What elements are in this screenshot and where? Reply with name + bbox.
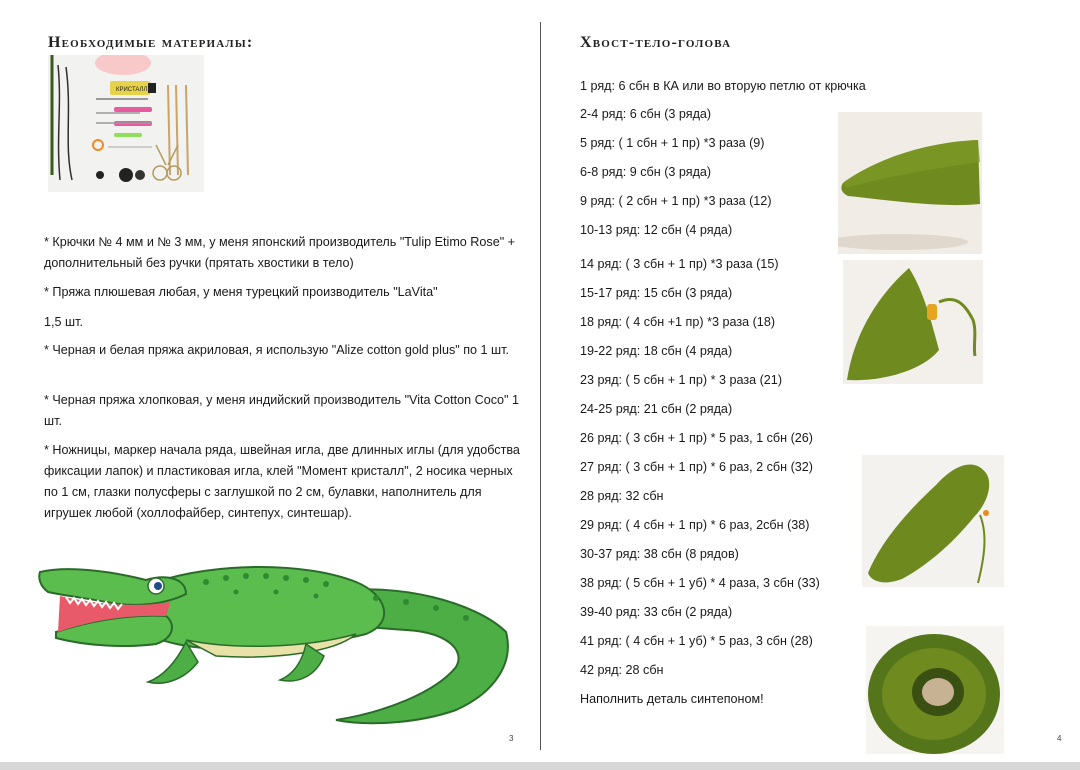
- pattern-row: 9 ряд: ( 2 сбн + 1 пр) *3 раза (12): [580, 194, 772, 208]
- tail-tip-photo: [838, 112, 982, 254]
- pattern-row: 42 ряд: 28 сбн: [580, 663, 664, 677]
- material-item: 1,5 шт.: [44, 315, 83, 329]
- material-item: * Черная пряжа хлопковая, у меня индийский производитель "Vita Cotton Coco" 1 шт.: [44, 393, 519, 428]
- body-piece-photo: [862, 455, 1004, 587]
- pattern-row: 10-13 ряд: 12 сбн (4 ряда): [580, 223, 733, 237]
- pattern-row: 15-17 ряд: 15 сбн (3 ряда): [580, 286, 733, 300]
- material-item: * Ножницы, маркер начала ряда, швейная игла, две длинных иглы (для удобства фиксации лапок) и пластиковая игла, клей "Момент кристалл", 2 носика черных по 1 см, глазки полусферы с заглушкой по 2 см, булавки, наполнитель для игрушек любой (холлофайбер, синтепух, синтешар).: [44, 443, 520, 520]
- materials-photo: [48, 55, 204, 192]
- crocodile-illustration: [36, 552, 512, 730]
- material-item: * Крючки № 4 мм и № 3 мм, у меня японский производитель "Tulip Etimo Rose" + дополнительный без ручки (прятать хвостики в тело): [44, 235, 516, 270]
- stuffing-note: Наполнить деталь синтепоном!: [580, 692, 764, 706]
- cone-photo: [843, 260, 983, 384]
- pattern-row: 2-4 ряд: 6 сбн (3 ряда): [580, 107, 712, 121]
- pattern-row: 24-25 ряд: 21 сбн (2 ряда): [580, 402, 733, 416]
- pattern-row: 38 ряд: ( 5 сбн + 1 уб) * 4 раза, 3 сбн (33): [580, 576, 820, 590]
- pattern-row: 5 ряд: ( 1 сбн + 1 пр) *3 раза (9): [580, 136, 765, 150]
- pattern-row: 18 ряд: ( 4 сбн +1 пр) *3 раза (18): [580, 315, 776, 329]
- page-number-right: 4: [1057, 734, 1062, 743]
- viewer-bottom-bar: [0, 762, 1080, 770]
- pattern-row: 19-22 ряд: 18 сбн (4 ряда): [580, 344, 733, 358]
- pattern-row: 26 ряд: ( 3 сбн + 1 пр) * 5 раз, 1 сбн (26): [580, 431, 813, 445]
- page-number-left: 3: [509, 734, 514, 743]
- pattern-row: 1 ряд: 6 сбн в КА или во вторую петлю от крючка: [580, 79, 866, 93]
- pattern-row: 41 ряд: ( 4 сбн + 1 уб) * 5 раз, 3 сбн (28): [580, 634, 813, 648]
- pattern-row: 30-37 ряд: 38 сбн (8 рядов): [580, 547, 739, 561]
- material-item: * Черная и белая пряжа акриловая, я использую "Alize cotton gold plus" по 1 шт.: [44, 343, 510, 357]
- material-item: * Пряжа плюшевая любая, у меня турецкий производитель "LaVita": [44, 285, 438, 299]
- pattern-row: 39-40 ряд: 33 сбн (2 ряда): [580, 605, 733, 619]
- pattern-row: 23 ряд: ( 5 сбн + 1 пр) * 3 раза (21): [580, 373, 783, 387]
- materials-heading: Необходимые материалы:: [48, 34, 254, 51]
- section-heading: Хвост-тело-голова: [580, 34, 732, 51]
- page-divider: [540, 22, 541, 750]
- pattern-row: 29 ряд: ( 4 сбн + 1 пр) * 6 раз, 2сбн (38): [580, 518, 810, 532]
- pattern-row: 28 ряд: 32 сбн: [580, 489, 664, 503]
- pattern-row: 14 ряд: ( 3 сбн + 1 пр) *3 раза (15): [580, 257, 779, 271]
- glue-label: КРИСТАЛЛ: [116, 87, 148, 93]
- pattern-row: 27 ряд: ( 3 сбн + 1 пр) * 6 раз, 2 сбн (32): [580, 460, 813, 474]
- opening-photo: [866, 626, 1004, 754]
- pattern-row: 6-8 ряд: 9 сбн (3 ряда): [580, 165, 712, 179]
